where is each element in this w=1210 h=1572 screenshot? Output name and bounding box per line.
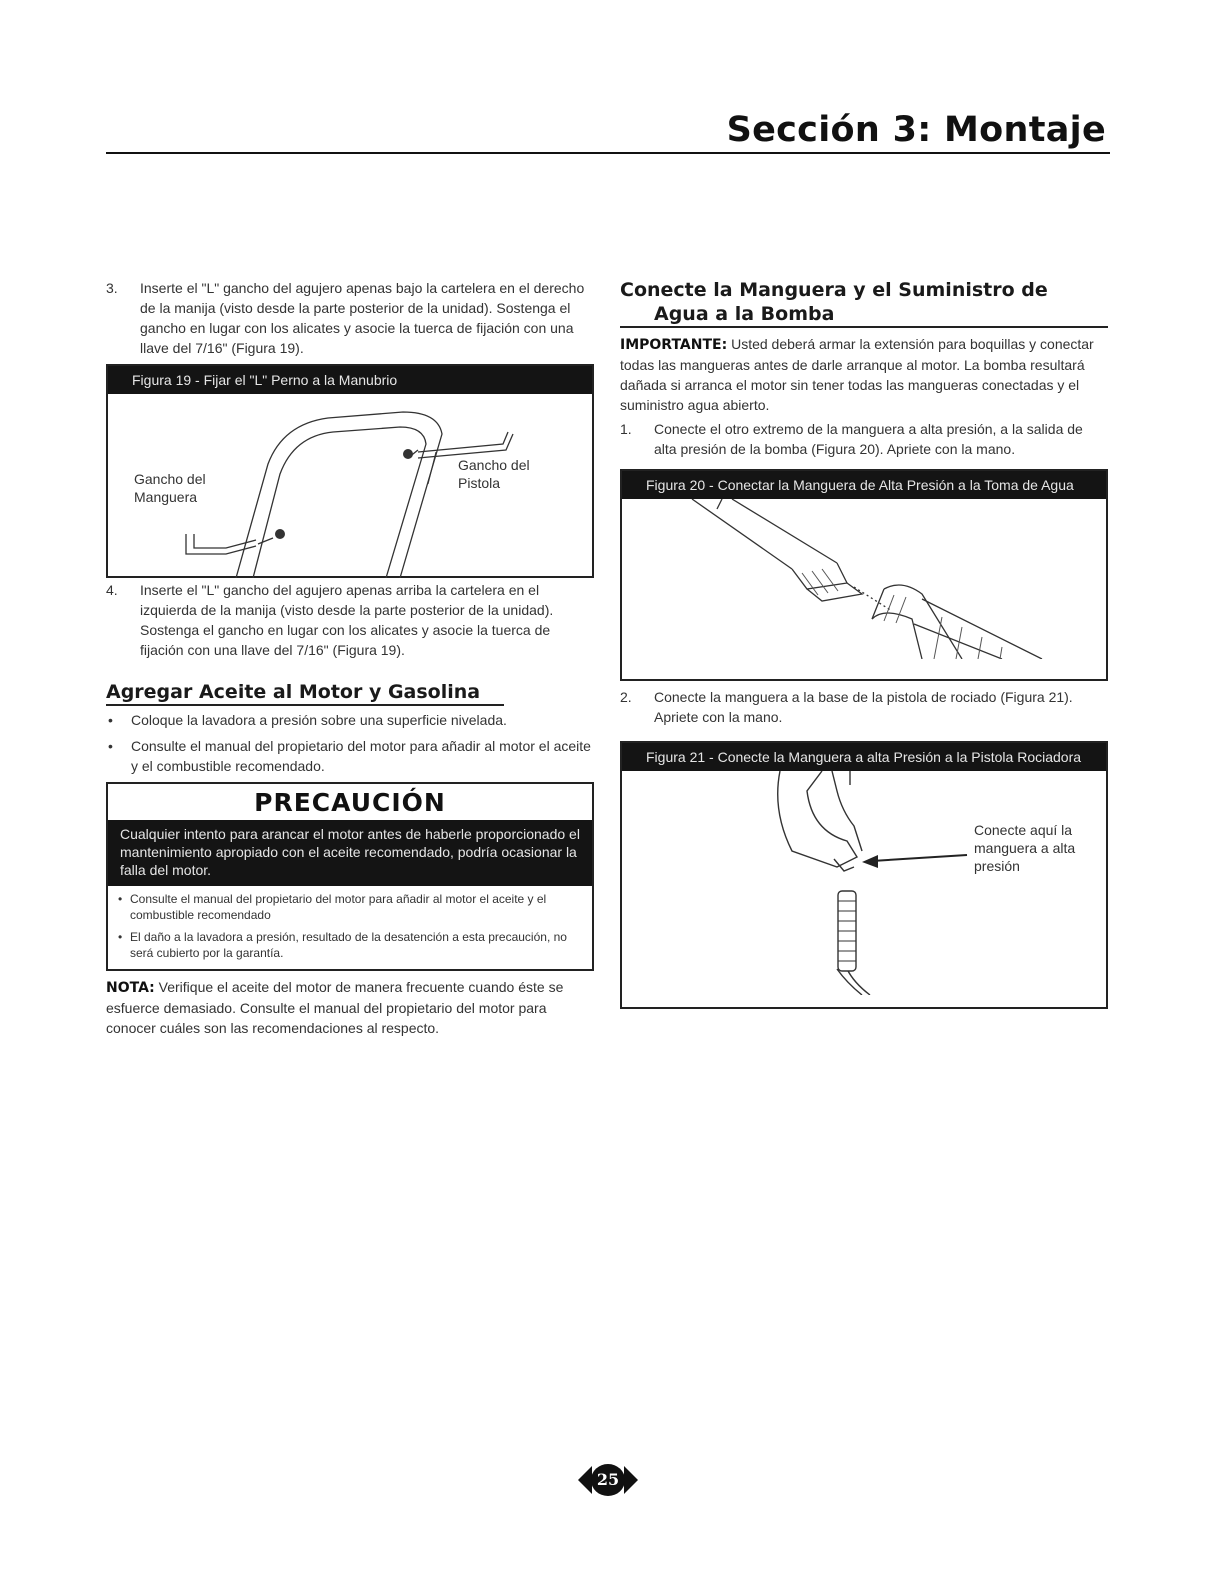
oil-section-heading-wrap — [106, 680, 504, 706]
bullet-icon: • — [108, 712, 113, 728]
label-connect-here: Conecte aquí la manguera a alta presión — [974, 822, 1076, 874]
spray-gun-illustration — [622, 771, 1106, 995]
hose-heading-line2: Agua a la Bomba — [654, 303, 835, 325]
label-hose-hook: Gancho del Manguera — [134, 471, 206, 505]
caution-title: PRECAUCIÓN — [254, 788, 446, 817]
important-text: Usted deberá armar la extensión para boquillas y conectar todas las mangueras antes de darle arranque al motor. La bomba resultará dañada si arranca el motor sin tener todas las mangueras conectadas y el suministro agua abierto. — [620, 336, 1094, 413]
caution-item: • Consulte el manual del propietario del motor para añadir al motor el aceite y el combustible recomendado — [118, 892, 547, 922]
oil-heading-rule — [106, 704, 504, 706]
step-text: Conecte la manguera a la base de la pistola de rociado (Figura 21). Apriete con la mano. — [654, 689, 1073, 725]
right-column — [620, 278, 1108, 1009]
figure-20-caption: Figura 20 - Conectar la Manguera de Alta Presión a la Toma de Agua — [622, 471, 1106, 499]
step-number: 2. — [620, 689, 632, 705]
caution-list — [108, 886, 592, 969]
important-note — [620, 334, 1108, 415]
step-2 — [620, 687, 1108, 727]
figure-21-illustration — [622, 771, 1106, 995]
step-3 — [106, 278, 594, 358]
figure-19-illustration — [108, 394, 592, 578]
step-text: Conecte el otro extremo de la manguera a alta presión, a la salida de alta presión de la bomba (Figura 20). Apriete con la mano. — [654, 421, 1083, 457]
step-number: 3. — [106, 280, 118, 296]
section-title: Sección 3: Montaje — [726, 110, 1106, 150]
step-text: Inserte el "L" gancho del agujero apenas arriba la cartelera en el izquierda de la manija (visto desde la parte posterior de la unidad). Sostenga el gancho en lugar con los alicates y asocie la tuerca de fijación con una llave del 7/16" (Figura 19). — [140, 582, 554, 658]
label-gun-hook: Gancho del Pistola — [458, 457, 530, 491]
oil-heading: Agregar Aceite al Motor y Gasolina — [106, 681, 481, 703]
step-number: 4. — [106, 582, 118, 598]
note-label: NOTA: — [106, 980, 155, 996]
figure-19-caption: Figura 19 - Fijar el "L" Perno a la Manubrio — [108, 366, 592, 394]
caution-warning: Cualquier intento para arancar el motor antes de haberle proporcionado el mantenimiento apropiado con el aceite recomendado, podría ocasionar la falla del motor. — [108, 820, 592, 886]
step-4 — [106, 580, 594, 660]
hose-heading-rule — [620, 326, 1108, 328]
hose-heading-line1: Conecte la Manguera y el Suministro de — [620, 279, 1048, 301]
left-column — [106, 278, 594, 1038]
important-label: IMPORTANTE: — [620, 337, 728, 353]
figure-21 — [620, 741, 1108, 1009]
figure-21-caption: Figura 21 - Conecte la Manguera a alta Presión a la Pistola Rociadora — [622, 743, 1106, 771]
bullet-icon: • — [118, 892, 123, 906]
hose-outlet-illustration — [622, 499, 1106, 659]
caution-box — [106, 782, 594, 971]
bullet-item: • Consulte el manual del propietario del motor para añadir al motor el aceite y el combustible recomendado. — [108, 738, 591, 774]
step-text: Inserte el "L" gancho del agujero apenas bajo la cartelera en el derecho de la manija (visto desde la parte posterior de la unidad). Sostenga el gancho en lugar con los alicates y asocie la tuerca de fijación con una llave del 7/16" (Figura 19). — [140, 280, 585, 356]
note — [106, 977, 594, 1038]
step-number: 1. — [620, 421, 632, 437]
oil-bullets — [106, 710, 594, 776]
bullet-item: • Coloque la lavadora a presión sobre una superficie nivelada. — [108, 712, 507, 728]
figure-19 — [106, 364, 594, 578]
figure-20 — [620, 469, 1108, 681]
caution-item: • El daño a la lavadora a presión, resultado de la desatención a esta precaución, no será cubierto por la garantía. — [118, 930, 567, 960]
bullet-icon: • — [108, 738, 113, 754]
page-number: 25 — [596, 1470, 620, 1489]
header-rule — [106, 152, 1110, 154]
figure-20-illustration — [622, 499, 1106, 659]
note-text: Verifique el aceite del motor de manera frecuente cuando éste se esfuerce demasiado. Consulte el manual del propietario del motor para conocer cuáles son las recomendaciones al respecto. — [106, 979, 564, 1036]
step-1 — [620, 419, 1108, 459]
bullet-icon: • — [118, 930, 123, 944]
